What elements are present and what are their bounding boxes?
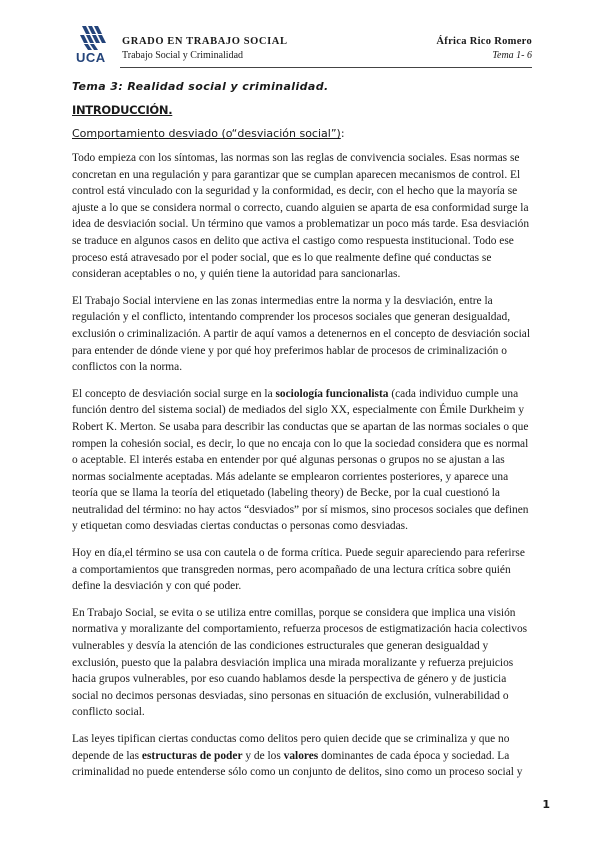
paragraph-6-text: dominantes de cada época y sociedad. La criminalidad no puede entenderse sólo como un conjunto de delitos, sino como un proceso social y (72, 749, 523, 779)
paragraph-3-text: (cada individuo cumple una función dentro del sistema social) de mediados del siglo XX, especialmente con Émile Durkheim y Robert K. Merton. Se usaba para describir las conductas que se apartan de las normas sociales o que rompen la cohesión social, es decir, lo que no encaja con lo que la sociedad considera que es normal o aceptable. El interés estaba en entender por qué algunas personas o grupos no se ajustan a las normas socialmente aceptadas. Más adelante se emplearon corrientes posteriores, y aparece una teoría que se llama la teoría del etiquetado (labeling theory) de Becke, por la cual cuestionó la neutralidad del término: no hay actos “desviados” por sí mismos, sino procesos sociales que definen y etiquetan como desviadas ciertas conductas o personas como desviadas. (72, 387, 529, 533)
bold-term-sociologia: sociología funcionalista (275, 387, 389, 400)
bold-term-valores: valores (283, 749, 319, 762)
paragraph-6-text: y de los (242, 749, 284, 762)
paragraph-3-text: El concepto de desviación social surge en la (72, 387, 276, 400)
section-title: INTRODUCCIÓN. (72, 103, 173, 117)
topic-title: Tema 3: Realidad social y criminalidad. (72, 80, 329, 93)
paragraph-6 (72, 731, 530, 781)
subject-name: Trabajo Social y Criminalidad (122, 50, 244, 61)
paragraph-1: Todo empieza con los síntomas, las normas son las reglas de convivencia sociales. Esas normas se concretan en una regulación y para garantizar que se cumplan aparecen mecanismos de control. El control está vinculado con la seguridad y la conformidad, es decir, con el hecho que la mayoría se ajuste a lo que se considera normal o correcto, cuando alguien se aparta de esa conformidad surge la idea de desviación social. Un término que vamos a problematizar un poco más tarde. Esa desviación se traduce en algunos casos en delito que activa el castigo como respuesta institucional. Todo ese proceso está atravesado por el poder social, que es lo que realmente define qué conductas se consideran aceptables o no, y quién tiene la autoridad para sancionarlas. (72, 152, 530, 281)
bold-term-estructuras: estructuras de poder (141, 749, 243, 762)
degree-title: GRADO EN TRABAJO SOCIAL (122, 36, 288, 47)
header-divider (120, 67, 532, 68)
logo-text: UCA (76, 50, 106, 65)
paragraph-6-text: Las leyes tipifican ciertas conductas como delitos pero quien decide que se criminaliza y que no depende de las (72, 733, 510, 762)
topic-range: Tema 1- 6 (492, 50, 532, 61)
page-header (72, 20, 532, 66)
paragraph-5: En Trabajo Social, se evita o se utiliza entre comillas, porque se considera que implica una visión normativa y moralizante del comportamiento, refuerza procesos de estigmatización hacia colectivos vulnerables y desvía la atención de las condiciones estructurales que generan desigualdad y exclusión, puesto que la palabra desviación implica una mirada moralizante y refuerza prejuicios hacia grupos vulnerables, por eso cuando hablamos desde la perspectiva de género y de justicia social no decimos personas desviadas, sino personas en situación de exclusión, vulnerabilidad o conflicto social. (72, 606, 528, 719)
paragraph-2: El Trabajo Social interviene en las zonas intermedias entre la norma y la desviación, entre la regulación y el conflicto, intentando comprender los procesos sociales que generan desigualdad, exclusión o criminalización. A partir de aquí vamos a detenernos en el concepto de desviación social para entender de dónde viene y por qué hoy preferimos hablar de procesos de criminalización o conflictos con la norma. (72, 294, 530, 374)
paragraph-3 (72, 386, 530, 535)
page-number: 1 (542, 798, 550, 811)
author-name: África Rico Romero (436, 36, 532, 47)
document-body (72, 80, 530, 791)
paragraph-4: Hoy en día,el término se usa con cautela o de forma crítica. Puede seguir apareciendo para referirse a comportamientos que transgreden normas, pero acompañado de una lectura crítica sobre quién define la desviación y con qué poder. (72, 547, 525, 593)
subsection-title (72, 127, 530, 140)
subsection-title-text: Comportamiento desviado (o“desviación social”) (72, 127, 341, 140)
subsection-colon: : (340, 127, 345, 140)
